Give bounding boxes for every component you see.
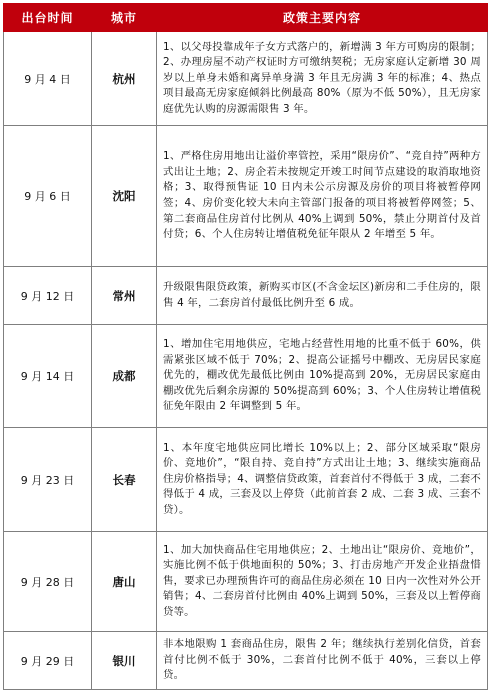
- policy-table: [3, 3, 488, 690]
- row-city: 长春: [92, 428, 157, 532]
- row-policy: 1、严格住房用地出让溢价率管控，采用“限房价”、“竞自持”两种方式出让土地；2、房企若未按规定开竣工时间节点建设的取消取地资格；3、取得预售证 10 日内未公示房源及房价的项目将被暂停网签；4、房价变化较大未向主管部门报备的项目将被暂停网签；5、第二套商品住房首付比例从 40%上调到 50%，禁止分期首付及首付贷；6、个人住房转让增值税免征年限从 2 年增至 5 年。: [157, 126, 488, 267]
- row-city: 常州: [92, 267, 157, 325]
- row-date: 9 月 6 日: [4, 126, 92, 267]
- table-row: [4, 325, 488, 428]
- row-city: 成都: [92, 325, 157, 428]
- table-row: [4, 632, 488, 690]
- row-date: 9 月 4 日: [4, 32, 92, 126]
- row-city: 沈阳: [92, 126, 157, 267]
- row-city: 银川: [92, 632, 157, 690]
- row-policy: 1、以父母投靠成年子女方式落户的，新增满 3 年方可购房的限制；2、办理房屋不动产权证时方可缴纳契税；无房家庭认定新增 30 周岁以上单身未婚和离异单身满 3 年且无房满 3 年的标准；4、热点项目最高无房家庭倾斜比例最高 80%（原为不低 50%），且无房家庭优先认购的房源需限售 3 年。: [157, 32, 488, 126]
- table-header-row: [4, 4, 488, 32]
- table-row: [4, 126, 488, 267]
- row-policy: 1、增加住宅用地供应，宅地占经营性用地的比重不低于 60%，供需紧张区域不低于 70%；2、提高公证摇号中棚改、无房居民家庭优先的，棚改优先最低比例由 10%提高到 20%，无房居民家庭由棚改优先后剩余房源的 50%提高到 60%；3、个人住房转让增值税征免年限由 2 年调整到 5 年。: [157, 325, 488, 428]
- header-policy: 政策主要内容: [157, 4, 488, 32]
- row-date: 9 月 23 日: [4, 428, 92, 532]
- row-city: 唐山: [92, 532, 157, 632]
- row-date: 9 月 12 日: [4, 267, 92, 325]
- row-policy: 1、本年度宅地供应同比增长 10%以上；2、部分区域采取“限房价、竞地价”，“限自持、竞自持”方式出让土地；3、继续实施商品住房价格指导；4、调整信贷政策，首套首付不得低于 3 成，二套不得低于 4 成，三套及以上停贷（此前首套 2 成、二套 3 成、三套不贷）。: [157, 428, 488, 532]
- row-date: 9 月 14 日: [4, 325, 92, 428]
- row-date: 9 月 28 日: [4, 532, 92, 632]
- row-date: 9 月 29 日: [4, 632, 92, 690]
- header-date: 出台时间: [4, 4, 92, 32]
- row-city: 杭州: [92, 32, 157, 126]
- table-row: [4, 32, 488, 126]
- table-row: [4, 267, 488, 325]
- table-row: [4, 428, 488, 532]
- header-city: 城市: [92, 4, 157, 32]
- table-row: [4, 532, 488, 632]
- row-policy: 1、加大加快商品住宅用地供应；2、土地出让“限房价、竞地价”，实施比例不低于供地面积的 50%；3、打击房地产开发企业捂盘惜售，要求已办理预售许可的商品住房必须在 10 日内一次性对外公开销售；4、二套房首付比例由 40%上调到 50%，三套及以上暂停商贷等。: [157, 532, 488, 632]
- row-policy: 升级限售限贷政策，新购买市区(不含金坛区)新房和二手住房的，限售 4 年，二套房首付最低比例升至 6 成。: [157, 267, 488, 325]
- row-policy: 非本地限购 1 套商品住房，限售 2 年；继续执行差别化信贷，首套首付比例不低于 30%，二套首付比例不低于 40%，三套以上停贷。: [157, 632, 488, 690]
